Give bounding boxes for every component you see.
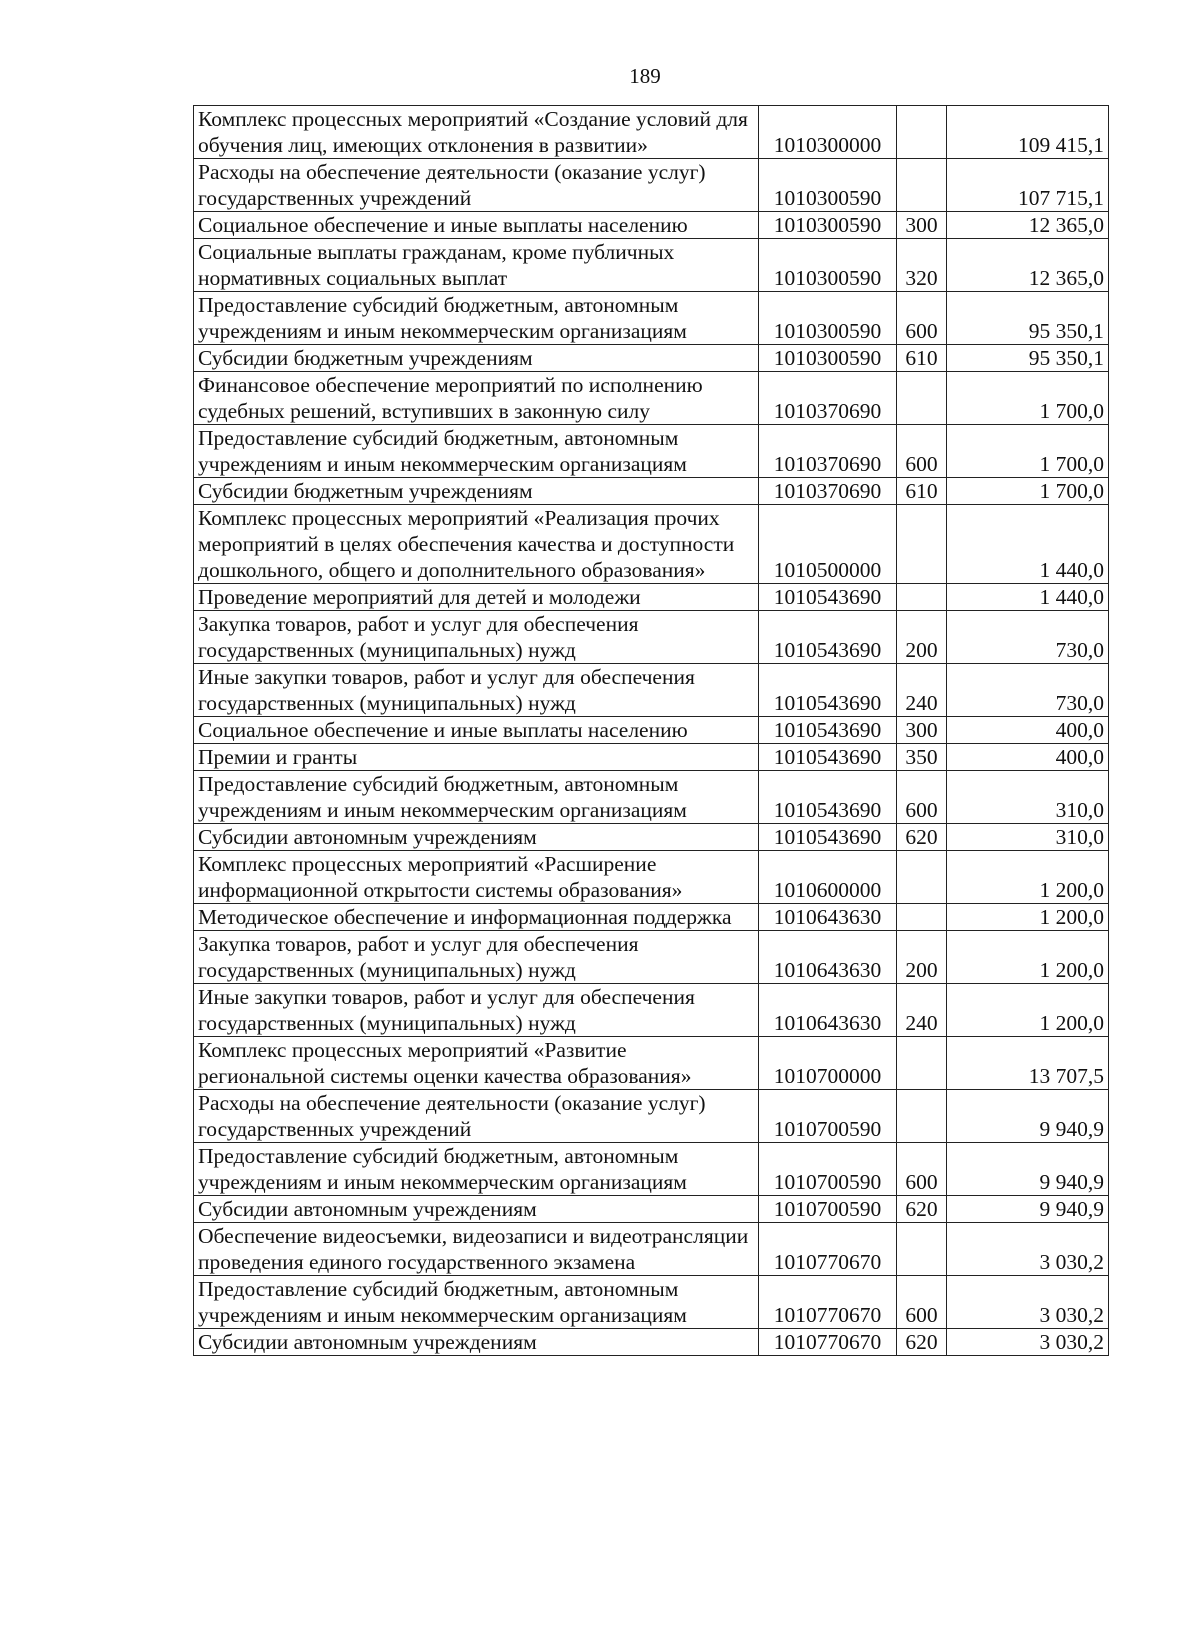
- row-code-cell: 1010543690: [759, 771, 897, 824]
- table-row: [194, 425, 1109, 478]
- row-code-cell: 1010370690: [759, 425, 897, 478]
- row-sum-cell: 1 700,0: [947, 478, 1109, 505]
- row-name-cell: Субсидии автономным учреждениям: [194, 1329, 759, 1356]
- row-name-cell: Расходы на обеспечение деятельности (оказание услуг) государственных учреждений: [194, 159, 759, 212]
- table-row: [194, 771, 1109, 824]
- row-code-cell: 1010370690: [759, 478, 897, 505]
- row-type-cell: [897, 904, 947, 931]
- budget-table-body: [194, 106, 1109, 1356]
- row-name-cell: Комплекс процессных мероприятий «Создание условий для обучения лиц, имеющих отклонения в развитии»: [194, 106, 759, 159]
- row-type-cell: [897, 372, 947, 425]
- row-code-cell: 1010770670: [759, 1223, 897, 1276]
- table-row: [194, 372, 1109, 425]
- row-sum-cell: 1 200,0: [947, 904, 1109, 931]
- row-name-cell: Субсидии бюджетным учреждениям: [194, 345, 759, 372]
- row-sum-cell: 9 940,9: [947, 1196, 1109, 1223]
- row-sum-cell: 109 415,1: [947, 106, 1109, 159]
- table-row: [194, 984, 1109, 1037]
- row-type-cell: 610: [897, 345, 947, 372]
- page-number: 189: [629, 64, 661, 88]
- row-name-cell: Комплекс процессных мероприятий «Реализация прочих мероприятий в целях обеспечения качества и доступности дошкольного, общего и дополнительного образования»: [194, 505, 759, 584]
- row-type-cell: 600: [897, 292, 947, 345]
- table-row: [194, 744, 1109, 771]
- table-row: [194, 1090, 1109, 1143]
- table-row: [194, 904, 1109, 931]
- row-type-cell: [897, 159, 947, 212]
- table-row: [194, 1276, 1109, 1329]
- row-type-cell: [897, 1037, 947, 1090]
- row-code-cell: 1010643630: [759, 931, 897, 984]
- row-type-cell: 300: [897, 212, 947, 239]
- row-sum-cell: 107 715,1: [947, 159, 1109, 212]
- row-name-cell: Иные закупки товаров, работ и услуг для обеспечения государственных (муниципальных) нужд: [194, 984, 759, 1037]
- row-name-cell: Финансовое обеспечение мероприятий по исполнению судебных решений, вступивших в законную силу: [194, 372, 759, 425]
- row-name-cell: Предоставление субсидий бюджетным, автономным учреждениям и иным некоммерческим организациям: [194, 771, 759, 824]
- table-row: [194, 292, 1109, 345]
- table-row: [194, 611, 1109, 664]
- row-name-cell: Проведение мероприятий для детей и молодежи: [194, 584, 759, 611]
- row-code-cell: 1010300590: [759, 239, 897, 292]
- row-name-cell: Комплекс процессных мероприятий «Развитие региональной системы оценки качества образования»: [194, 1037, 759, 1090]
- row-sum-cell: 95 350,1: [947, 345, 1109, 372]
- row-sum-cell: 3 030,2: [947, 1223, 1109, 1276]
- row-code-cell: 1010700000: [759, 1037, 897, 1090]
- row-sum-cell: 3 030,2: [947, 1329, 1109, 1356]
- row-sum-cell: 95 350,1: [947, 292, 1109, 345]
- row-name-cell: Иные закупки товаров, работ и услуг для обеспечения государственных (муниципальных) нужд: [194, 664, 759, 717]
- row-name-cell: Социальное обеспечение и иные выплаты населению: [194, 212, 759, 239]
- row-code-cell: 1010300000: [759, 106, 897, 159]
- row-code-cell: 1010543690: [759, 717, 897, 744]
- row-type-cell: 200: [897, 611, 947, 664]
- row-type-cell: [897, 851, 947, 904]
- row-sum-cell: 730,0: [947, 664, 1109, 717]
- row-sum-cell: 12 365,0: [947, 212, 1109, 239]
- row-name-cell: Предоставление субсидий бюджетным, автономным учреждениям и иным некоммерческим организациям: [194, 425, 759, 478]
- table-row: [194, 1196, 1109, 1223]
- table-row: [194, 717, 1109, 744]
- row-type-cell: 620: [897, 824, 947, 851]
- row-code-cell: 1010643630: [759, 984, 897, 1037]
- row-name-cell: Закупка товаров, работ и услуг для обеспечения государственных (муниципальных) нужд: [194, 931, 759, 984]
- row-code-cell: 1010600000: [759, 851, 897, 904]
- row-sum-cell: 1 200,0: [947, 851, 1109, 904]
- row-code-cell: 1010543690: [759, 611, 897, 664]
- row-type-cell: [897, 584, 947, 611]
- row-sum-cell: 9 940,9: [947, 1143, 1109, 1196]
- row-type-cell: [897, 505, 947, 584]
- row-name-cell: Субсидии автономным учреждениям: [194, 1196, 759, 1223]
- row-type-cell: 240: [897, 984, 947, 1037]
- table-row: [194, 931, 1109, 984]
- row-code-cell: 1010543690: [759, 744, 897, 771]
- row-name-cell: Предоставление субсидий бюджетным, автономным учреждениям и иным некоммерческим организациям: [194, 1276, 759, 1329]
- row-code-cell: 1010543690: [759, 664, 897, 717]
- table-row: [194, 1329, 1109, 1356]
- row-name-cell: Расходы на обеспечение деятельности (оказание услуг) государственных учреждений: [194, 1090, 759, 1143]
- row-name-cell: Обеспечение видеосъемки, видеозаписи и видеотрансляции проведения единого государственного экзамена: [194, 1223, 759, 1276]
- row-type-cell: [897, 106, 947, 159]
- row-type-cell: 200: [897, 931, 947, 984]
- row-type-cell: 610: [897, 478, 947, 505]
- table-row: [194, 824, 1109, 851]
- row-name-cell: Предоставление субсидий бюджетным, автономным учреждениям и иным некоммерческим организациям: [194, 1143, 759, 1196]
- table-row: [194, 1037, 1109, 1090]
- row-type-cell: 300: [897, 717, 947, 744]
- row-type-cell: 600: [897, 1276, 947, 1329]
- row-code-cell: 1010300590: [759, 292, 897, 345]
- table-row: [194, 851, 1109, 904]
- table-row: [194, 1223, 1109, 1276]
- table-row: [194, 584, 1109, 611]
- row-code-cell: 1010370690: [759, 372, 897, 425]
- table-row: [194, 239, 1109, 292]
- row-code-cell: 1010500000: [759, 505, 897, 584]
- row-code-cell: 1010543690: [759, 584, 897, 611]
- row-code-cell: 1010700590: [759, 1143, 897, 1196]
- row-name-cell: Закупка товаров, работ и услуг для обеспечения государственных (муниципальных) нужд: [194, 611, 759, 664]
- row-type-cell: 620: [897, 1329, 947, 1356]
- row-sum-cell: 310,0: [947, 771, 1109, 824]
- row-name-cell: Субсидии бюджетным учреждениям: [194, 478, 759, 505]
- row-sum-cell: 1 700,0: [947, 372, 1109, 425]
- row-sum-cell: 1 200,0: [947, 931, 1109, 984]
- row-sum-cell: 1 700,0: [947, 425, 1109, 478]
- row-type-cell: 600: [897, 1143, 947, 1196]
- row-sum-cell: 12 365,0: [947, 239, 1109, 292]
- table-row: [194, 664, 1109, 717]
- row-code-cell: 1010643630: [759, 904, 897, 931]
- row-code-cell: 1010300590: [759, 212, 897, 239]
- row-sum-cell: 730,0: [947, 611, 1109, 664]
- row-type-cell: 240: [897, 664, 947, 717]
- row-type-cell: [897, 1223, 947, 1276]
- row-type-cell: 620: [897, 1196, 947, 1223]
- row-sum-cell: 310,0: [947, 824, 1109, 851]
- row-name-cell: Социальные выплаты гражданам, кроме публичных нормативных социальных выплат: [194, 239, 759, 292]
- table-row: [194, 478, 1109, 505]
- row-type-cell: 320: [897, 239, 947, 292]
- row-name-cell: Комплекс процессных мероприятий «Расширение информационной открытости системы образования»: [194, 851, 759, 904]
- row-type-cell: 350: [897, 744, 947, 771]
- row-sum-cell: 1 440,0: [947, 505, 1109, 584]
- row-sum-cell: 1 200,0: [947, 984, 1109, 1037]
- row-sum-cell: 3 030,2: [947, 1276, 1109, 1329]
- table-row: [194, 212, 1109, 239]
- row-name-cell: Предоставление субсидий бюджетным, автономным учреждениям и иным некоммерческим организациям: [194, 292, 759, 345]
- table-row: [194, 159, 1109, 212]
- budget-table: [193, 105, 1109, 1356]
- row-type-cell: 600: [897, 425, 947, 478]
- table-row: [194, 505, 1109, 584]
- row-type-cell: 600: [897, 771, 947, 824]
- row-name-cell: Субсидии автономным учреждениям: [194, 824, 759, 851]
- row-sum-cell: 400,0: [947, 717, 1109, 744]
- row-name-cell: Премии и гранты: [194, 744, 759, 771]
- row-sum-cell: 13 707,5: [947, 1037, 1109, 1090]
- row-code-cell: 1010770670: [759, 1276, 897, 1329]
- row-sum-cell: 9 940,9: [947, 1090, 1109, 1143]
- row-name-cell: Методическое обеспечение и информационная поддержка: [194, 904, 759, 931]
- row-code-cell: 1010700590: [759, 1090, 897, 1143]
- row-code-cell: 1010300590: [759, 159, 897, 212]
- row-code-cell: 1010770670: [759, 1329, 897, 1356]
- row-sum-cell: 400,0: [947, 744, 1109, 771]
- table-row: [194, 106, 1109, 159]
- row-name-cell: Социальное обеспечение и иные выплаты населению: [194, 717, 759, 744]
- row-code-cell: 1010543690: [759, 824, 897, 851]
- row-code-cell: 1010700590: [759, 1196, 897, 1223]
- row-sum-cell: 1 440,0: [947, 584, 1109, 611]
- table-row: [194, 345, 1109, 372]
- table-row: [194, 1143, 1109, 1196]
- row-type-cell: [897, 1090, 947, 1143]
- row-code-cell: 1010300590: [759, 345, 897, 372]
